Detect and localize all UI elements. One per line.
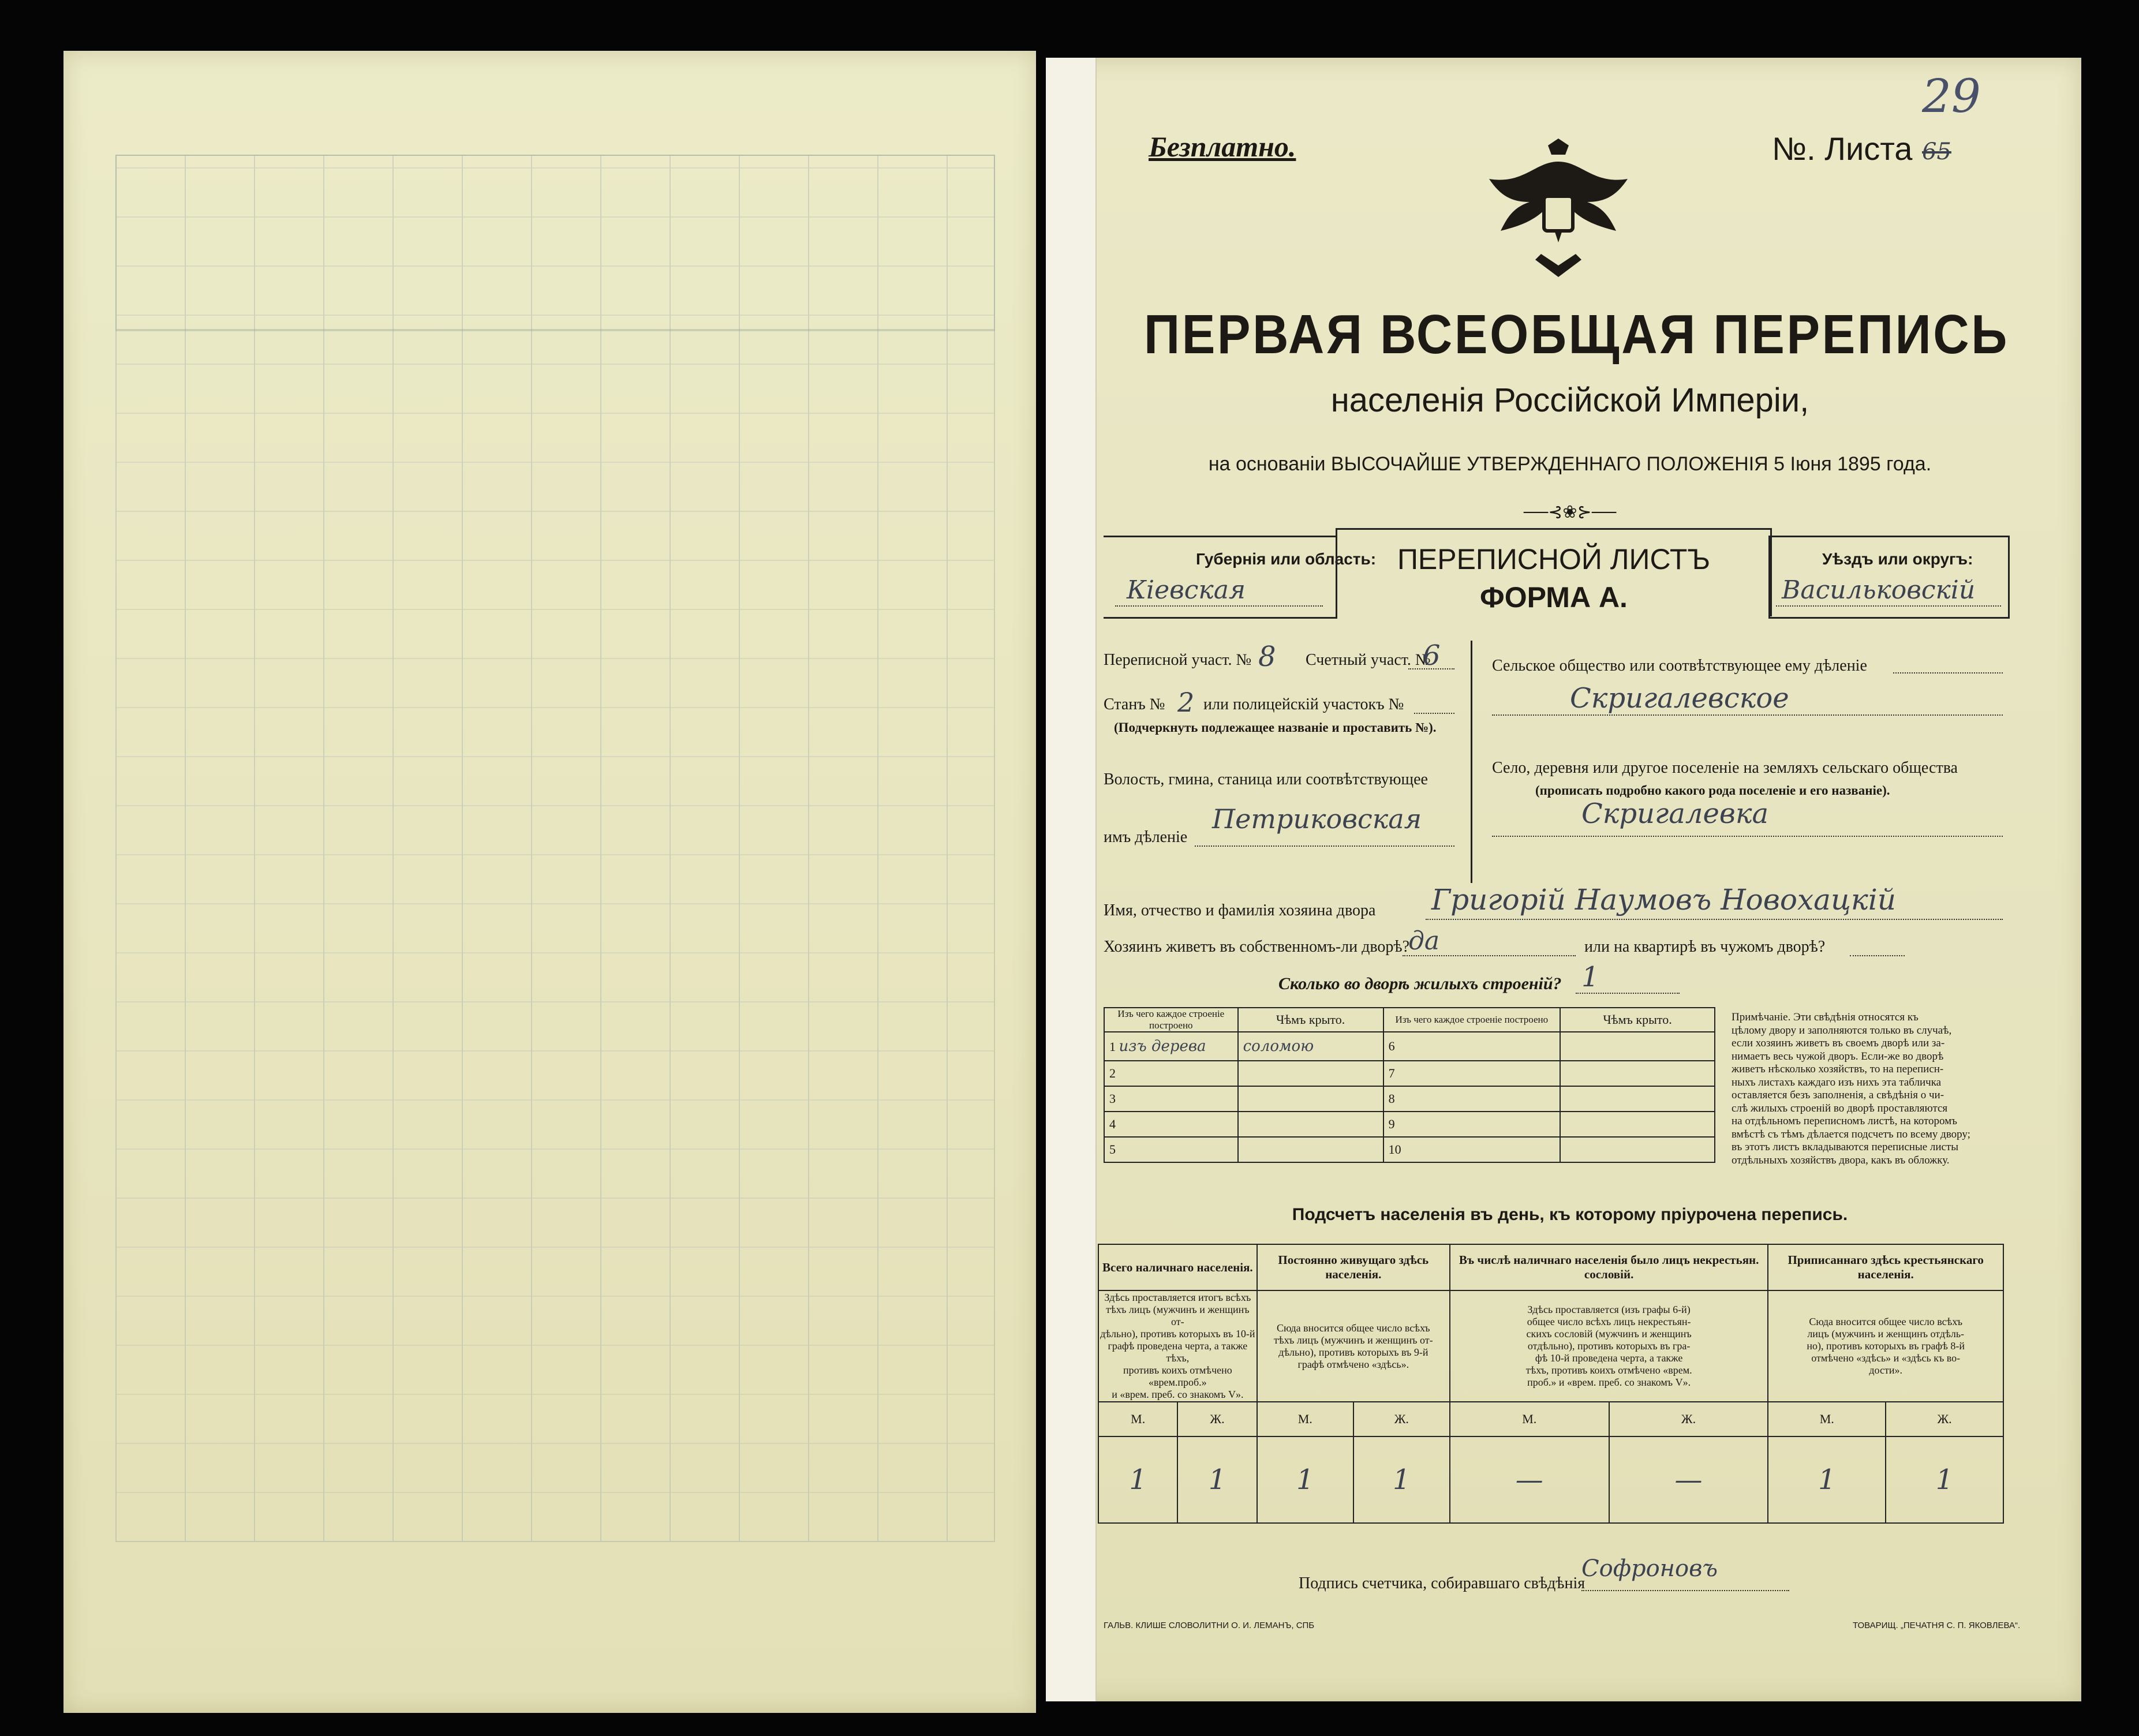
volost-value: Петриковская [1212,803,1422,835]
owner-name-value: Григорій Наумовъ Новохацкій [1431,883,1896,916]
count-value: 1 [1257,1436,1353,1523]
female-col-head: Ж. [1177,1402,1257,1436]
male-col-head: М. [1257,1402,1353,1436]
group-desc: Здѣсь проставляется итогъ всѣхъ тѣхъ лицъ (мужчинъ и женщинъ от- дѣльно), противъ которыхъ въ 10-й графѣ проведена черта, а также тѣхъ, противъ коихъ отмѣчено «врем.проб.» и «врем. преб. со знакомъ V». [1098,1290,1257,1402]
gubernia-value: Кіевская [1127,575,1246,605]
female-col-head: Ж. [1353,1402,1450,1436]
counting-district-value: 6 [1423,639,1441,672]
stan-value: 2 [1177,687,1195,718]
stan-label: Станъ № [1104,695,1165,713]
col-material-head-2: Изъ чего каждое строеніе построено [1383,1008,1561,1032]
count-value: — [1609,1436,1768,1523]
counting-district-label: Счетный участ. № [1306,651,1431,669]
village-label: Село, деревня или другое поселеніе на земляхъ сельскаго общества [1492,759,1958,777]
roof-value: соломою [1243,1038,1314,1056]
imperial-eagle-emblem [1478,127,1639,289]
form-main-title: ПЕРВАЯ ВСЕОБЩАЯ ПЕРЕПИСЬ [1144,304,2010,365]
count-value: 1 [1098,1436,1177,1523]
owner-name-label: Имя, отчество и фамилія хозяина двора [1104,901,1376,919]
village-value: Скригалевка [1581,798,1769,830]
col-roof-head: Чѣмъ крыто. [1238,1008,1383,1032]
male-col-head: М. [1450,1402,1609,1436]
bleed-through-grid [115,155,995,1542]
owner-lives-value: да [1408,926,1440,956]
village-note: (прописать подробно какого рода поселеніе и его названіе). [1535,783,1890,798]
free-label: Безплатно. [1149,130,1296,163]
group-desc: Сюда вносится общее число всѣхъ тѣхъ лицъ (мужчинъ и женщинъ от- дѣльно), противъ которыхъ въ 9-й графѣ отмѣчено «здѣсь». [1257,1290,1450,1402]
table-row: 1 изъ дерева соломою 6 [1104,1032,1715,1061]
sheet-title: ПЕРЕПИСНОЙ ЛИСТЪ [1397,543,1711,575]
count-value: 1 [1177,1436,1257,1523]
gubernia-label: Губернія или область: [1196,550,1377,568]
owner-lives-label: Хозяинъ живетъ въ собственномъ-ли дворѣ? [1104,938,1410,956]
signature-value: Софроновъ [1581,1555,1718,1582]
volost-label: Волость, гмина, станица или соотвѣтствующее [1104,770,1428,788]
uezd-label: Уѣздъ или округъ: [1822,550,1973,568]
owner-apartment-label: или на квартирѣ въ чужомъ дворѣ? [1584,938,1826,956]
gubernia-box [1104,536,1377,619]
printer-footer-left: ГАЛЬВ. КЛИШЕ СЛОВОЛИТНИ О. И. ЛЕМАНЪ, СПБ [1104,1621,1315,1630]
rural-society-value: Скригалевское [1570,682,1789,714]
group-desc: Сюда вносится общее число всѣхъ лицъ (мужчинъ и женщинъ отдѣль- но), противъ которыхъ въ графѣ 8-й отмѣчено «здѣсь» и «здѣсь къ во- дости». [1768,1290,2003,1402]
police-district-label: или полицейскій участокъ № [1203,695,1404,713]
form-a-label: ФОРМА А. [1480,581,1628,613]
group-desc: Здѣсь проставляется (изъ графы 6-й) общее число всѣхъ лицъ некрестьян- скихъ сословій (мужчинъ и женщинъ отдѣльно), противъ которыхъ въ гра- фѣ 10-й проведена черта, а также тѣхъ, противъ коихъ отмѣчено «врем. проб.» и «врем. преб. со знакомъ V». [1450,1290,1768,1402]
binding-strip [1046,58,1097,1701]
sheet-number-label: №. Листа [1772,130,1913,167]
buildings-note: Примѣчаніе. Эти свѣдѣнія относятся къ цѣлому двору и заполняются только въ случаѣ, если хозяинъ живетъ въ своемъ дворѣ или за- нимаетъ весь чужой дворъ. Если-же во дворѣ живетъ нѣсколько хозяйствъ, то на переписн- ныхъ листахъ каждаго изъ нихъ эта табличка оставляется безъ заполненія, а свѣдѣнія о чи- слѣ жилыхъ строеній во дворѣ проставляются на отдѣльномъ переписномъ листѣ, на которомъ вмѣстѣ съ тѣмъ дѣлается подсчетъ по всему двору; въ этотъ листъ вкладываются переписные листы отдѣльныхъ хозяйствъ двора, какъ въ обложку. [1732,1011,1970,1166]
count-value: 1 [1886,1436,2003,1523]
table-row: 2 7 [1104,1061,1715,1086]
count-value: 1 [1768,1436,1886,1523]
form-subtitle: населенія Россійской Имперіи, [1330,381,1809,419]
stan-note: (Подчеркнуть подлежащее названіе и проставить №). [1114,720,1437,735]
group-head: Постоянно живущаго здѣсь населенія. [1257,1244,1450,1290]
population-count-table [1098,1244,2004,1524]
count-section-title: Подсчетъ населенія въ день, къ которому пріурочена перепись. [1292,1205,1848,1224]
signature-label: Подпись счетчика, собиравшаго свѣдѣнія [1299,1574,1585,1592]
col-roof-head-2: Чѣмъ крыто. [1560,1008,1715,1032]
title-ornament: ──⊰❀⊱── [1523,503,1617,522]
buildings-count-label: Сколько во дворѣ жилыхъ строеній? [1278,974,1562,993]
female-col-head: Ж. [1609,1402,1768,1436]
buildings-table [1104,1007,1715,1163]
col-material-head: Изъ чего каждое строеніе построено [1104,1008,1238,1032]
left-page [63,51,1036,1713]
table-row: 5 10 [1104,1137,1715,1162]
sheet-title-box [1336,528,1772,616]
male-col-head: М. [1098,1402,1177,1436]
bleed-through-header [115,155,995,331]
uezd-value: Васильковскій [1782,575,1976,605]
sheet-number-value: 65 [1922,139,1951,165]
material-value: изъ дерева [1119,1038,1206,1056]
census-district-value: 8 [1258,641,1276,673]
form-basis-line: на основаніи ВЫСОЧАЙШЕ УТВЕРЖДЕННАГО ПОЛОЖЕНІЯ 5 Іюня 1895 года. [1208,453,1932,475]
group-head: Приписаннаго здѣсь крестьянскаго населенія. [1768,1244,2003,1290]
count-value: — [1450,1436,1609,1523]
female-col-head: Ж. [1886,1402,2003,1436]
location-divider [1471,641,1472,883]
uezd-box [1768,536,2010,619]
rural-society-label: Сельское общество или соотвѣтствующее ему дѣленіе [1492,657,1867,675]
table-row: 3 8 [1104,1086,1715,1112]
volost-label-2: имъ дѣленіе [1104,828,1188,846]
count-value: 1 [1353,1436,1450,1523]
male-col-head: М. [1768,1402,1886,1436]
census-district-label: Переписной участ. № [1104,651,1252,669]
table-row: 4 9 [1104,1112,1715,1137]
group-head: Въ числѣ наличнаго населенія было лицъ некрестьян. сословій. [1450,1244,1768,1290]
buildings-count-value: 1 [1581,961,1599,993]
archive-folio-number: 29 [1922,69,1981,123]
printer-footer-right: ТОВАРИЩ. „ПЕЧАТНЯ С. П. ЯКОВЛЕВА“. [1853,1621,2021,1630]
group-head: Всего наличнаго населенія. [1098,1244,1257,1290]
